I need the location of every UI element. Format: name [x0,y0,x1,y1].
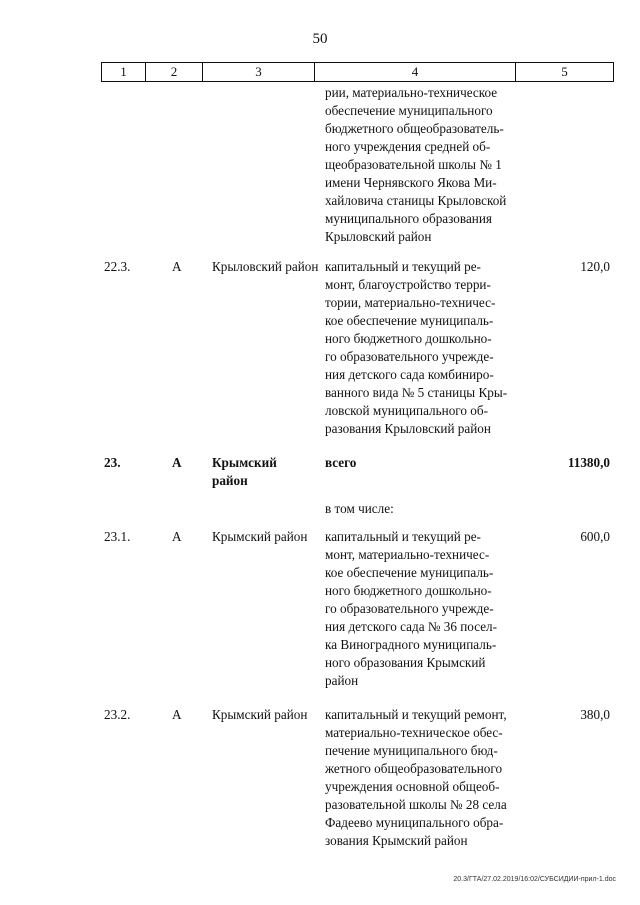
row-amount: 120,0 [580,259,610,274]
desc-line: ного образования Крымский [325,655,486,670]
row-letter: А [172,455,182,470]
row-number: 23. [104,455,121,470]
column-header-row [101,62,614,82]
row-amount: 380,0 [580,707,610,722]
desc-line: ка Виноградного муниципаль- [325,637,497,652]
row-letter: А [172,259,182,274]
desc-line: хайловича станицы Крыловской [325,193,507,208]
row-description [325,528,525,690]
desc-line: печение муниципального бюд- [325,743,498,758]
row-district: Крымский район [212,455,277,488]
document-footer: 20.3/ГТА/27.02.2019/16:02/СУБСИДИИ-прил-1.doc [453,876,616,883]
desc-line: район [325,673,359,688]
desc-line: разовательной школы № 28 села [325,797,507,812]
row-district: Крымский район [212,707,308,722]
desc-line: капитальный и текущий ре- [325,529,481,544]
desc-line: бюджетного общеобразователь- [325,121,504,136]
row-description [325,454,525,472]
row-description [325,258,525,438]
subtotal-caption: в том числе: [325,501,394,516]
desc-line: обеспечение муниципального [325,103,493,118]
row-number: 23.2. [104,707,131,722]
desc-line: разования Крыловский район [325,421,491,436]
desc-line: капитальный и текущий ремонт, [325,707,507,722]
desc-line: кое обеспечение муниципаль- [325,313,494,328]
desc-line: щеобразовательной школы № 1 [325,157,502,172]
row-district: Крымский район [212,529,308,544]
desc-line: монт, благоустройство терри- [325,277,491,292]
column-header-4: 4 [315,63,516,81]
row-amount: 11380,0 [567,455,610,470]
page-number: 50 [312,31,328,47]
desc-line: ловской муниципального об- [325,403,488,418]
desc-line: ного бюджетного дошкольно- [325,331,492,346]
desc-line: муниципального образования [325,211,492,226]
row-number: 23.1. [104,529,131,544]
desc-line: рии, материально-техническое [325,85,498,100]
row-number: 22.3. [104,259,131,274]
desc-line: капитальный и текущий ре- [325,259,481,274]
row-letter: А [172,707,182,722]
desc-line: материально-техническое обес- [325,725,503,740]
desc-line: ния детского сада комбиниро- [325,367,494,382]
desc-line: всего [325,455,357,470]
desc-line: го образовательного учрежде- [325,349,494,364]
desc-line: го образовательного учрежде- [325,601,494,616]
desc-line: зования Крымский район [325,833,468,848]
desc-line: ния детского сада № 36 посел- [325,619,498,634]
row-district: Крыловский район [212,259,319,274]
column-header-1: 1 [102,63,146,81]
desc-line: Фадеево муниципального обра- [325,815,504,830]
desc-line: кое обеспечение муниципаль- [325,565,494,580]
desc-line: монт, материально-техничес- [325,547,490,562]
row-letter: А [172,529,182,544]
continuation-description [325,84,525,246]
desc-line: ного учреждения средней об- [325,139,491,154]
column-header-2: 2 [146,63,203,81]
row-amount: 600,0 [580,529,610,544]
desc-line: имени Чернявского Якова Ми- [325,175,497,190]
column-header-5: 5 [561,64,568,79]
row-description [325,706,525,850]
desc-line: тории, материально-техничес- [325,295,496,310]
desc-line: жетного общеобразовательного [325,761,503,776]
desc-line: ного бюджетного дошкольно- [325,583,492,598]
desc-line: учреждения основной общеоб- [325,779,500,794]
column-header-3: 3 [203,63,315,81]
desc-line: Крыловский район [325,229,432,244]
desc-line: ванного вида № 5 станицы Кры- [325,385,508,400]
